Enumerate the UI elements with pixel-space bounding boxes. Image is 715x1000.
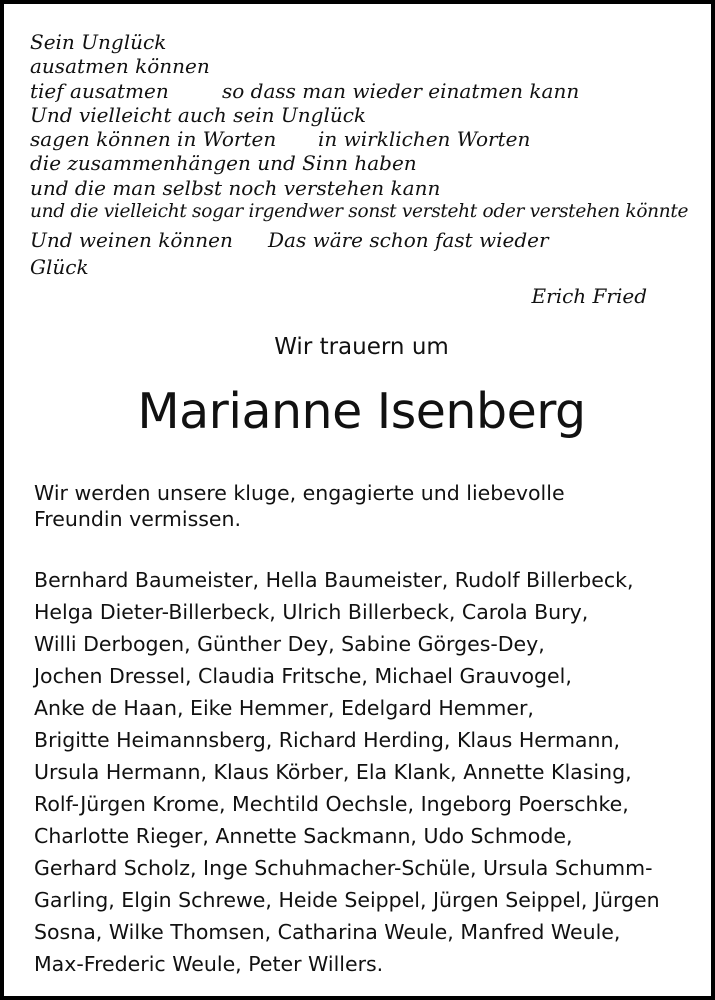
poem-line <box>30 103 670 127</box>
mourner-line: Rolf-Jürgen Krome, Mechtild Oechsle, Ingeborg Poerschke, <box>34 792 629 816</box>
poem-text: ausatmen können <box>30 54 210 79</box>
poem-text-indented: in wirklichen Worten <box>318 127 531 152</box>
poem-text: Und vielleicht auch sein Unglück <box>30 102 367 127</box>
mourner-line: Bernhard Baumeister, Hella Baumeister, Rudolf Billerbeck, <box>34 568 634 592</box>
poem-text: tief ausatmen <box>30 78 169 103</box>
mourners-list <box>34 564 704 980</box>
mourner-line: Gerhard Scholz, Inge Schuhmacher-Schüle, Ursula Schumm- <box>34 856 653 880</box>
mourner-line: Charlotte Rieger, Annette Sackmann, Udo Schmode, <box>34 824 573 848</box>
message-line: Wir werden unsere kluge, engagierte und liebevolle <box>34 481 565 505</box>
poem-line <box>30 151 670 175</box>
poem-text-indented: Das wäre schon fast wieder <box>268 228 549 253</box>
mourner-line: Brigitte Heimannsberg, Richard Herding, Klaus Hermann, <box>34 728 620 752</box>
mourner-line: Max-Frederic Weule, Peter Willers. <box>34 952 384 976</box>
poem-text-indented: so dass man wieder einatmen kann <box>222 78 580 103</box>
poem-line <box>30 228 670 252</box>
poem-text: Glück <box>30 254 89 279</box>
mourner-line: Jochen Dressel, Claudia Fritsche, Michael Grauvogel, <box>34 664 572 688</box>
mourner-line: Ursula Hermann, Klaus Körber, Ela Klank, Annette Klasing, <box>34 760 632 784</box>
poem-text: und die vielleicht sogar irgendwer sonst versteht oder verstehen könnte <box>30 201 689 223</box>
mourner-line: Anke de Haan, Eike Hemmer, Edelgard Hemmer, <box>34 696 534 720</box>
poem-text: Sein Unglück <box>30 30 167 54</box>
poem-line <box>30 176 670 200</box>
poem-line <box>30 79 670 103</box>
message-line: Freundin vermissen. <box>34 507 242 531</box>
poem-line <box>30 30 670 54</box>
poem-line <box>30 54 670 78</box>
mourner-line: Helga Dieter-Billerbeck, Ulrich Billerbeck, Carola Bury, <box>34 600 589 624</box>
mourner-line: Garling, Elgin Schrewe, Heide Seippel, Jürgen Seippel, Jürgen <box>34 888 660 912</box>
poem-line <box>30 255 670 279</box>
poem <box>30 30 689 279</box>
farewell-message <box>34 480 694 532</box>
intro-text: Wir trauern um <box>274 334 449 360</box>
mourner-line: Sosna, Wilke Thomsen, Catharina Weule, Manfred Weule, <box>34 920 621 944</box>
poem-line <box>30 200 689 224</box>
mourner-line: Willi Derbogen, Günther Dey, Sabine Görges-Dey, <box>34 632 545 656</box>
poem-text: die zusammenhängen und Sinn haben <box>30 151 417 176</box>
poem-text: Und weinen können <box>30 228 233 253</box>
poem-text: und die man selbst noch verstehen kann <box>30 175 441 200</box>
poem-text: sagen können in Worten <box>30 127 277 152</box>
deceased-name: Marianne Isenberg <box>137 383 586 440</box>
poem-author: Erich Fried <box>531 284 647 308</box>
poem-line <box>30 127 670 151</box>
